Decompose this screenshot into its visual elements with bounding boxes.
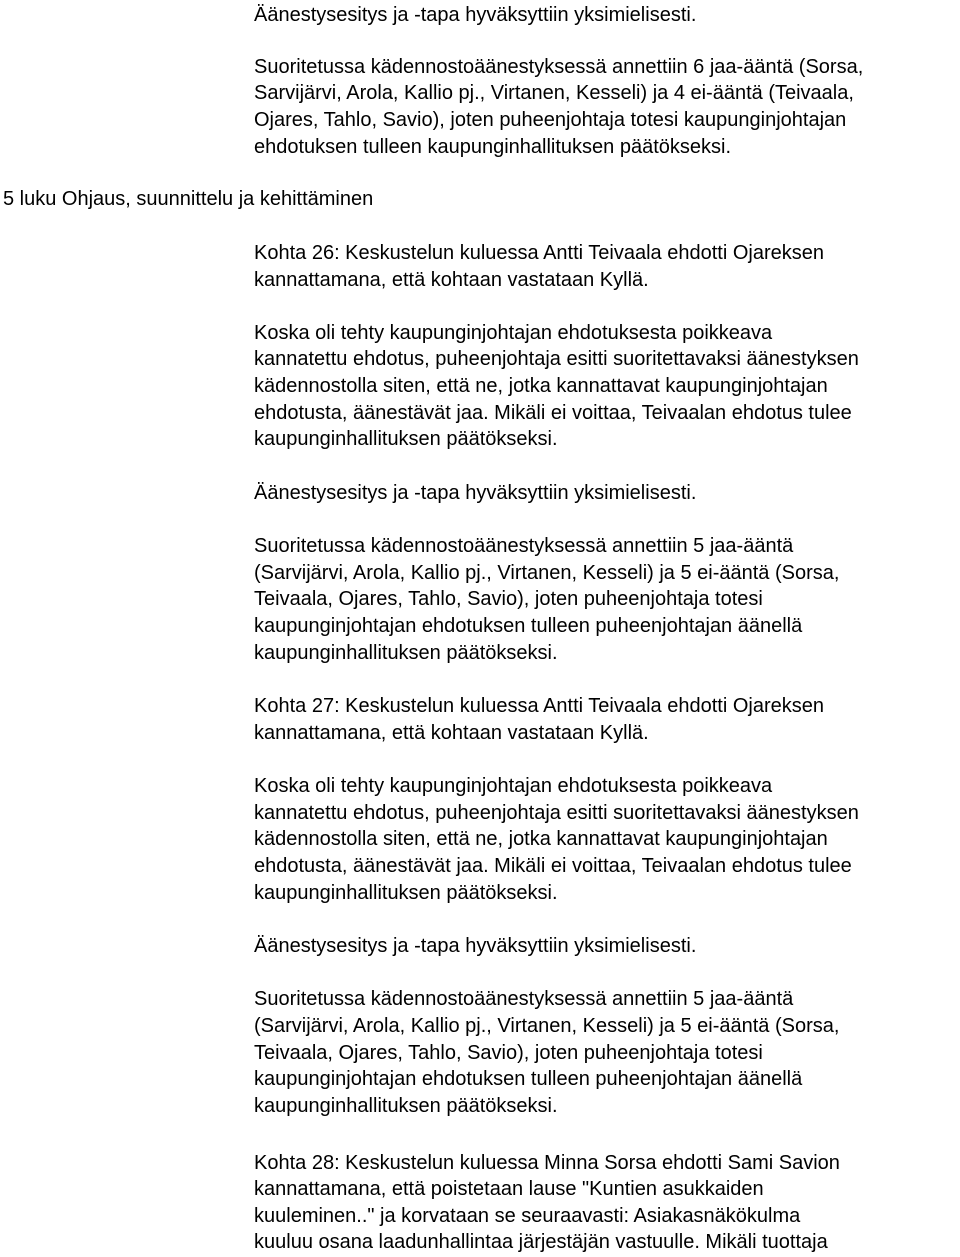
text-line: kaupunginhallituksen päätökseksi.	[254, 1095, 558, 1117]
text-line: Sarvijärvi, Arola, Kallio pj., Virtanen, Kesseli) ja 4 ei-ääntä (Teivaala,	[254, 82, 854, 104]
text-line: ehdotusta, äänestävät jaa. Mikäli ei voittaa, Teivaalan ehdotus tulee	[254, 855, 852, 877]
text-line: Koska oli tehty kaupunginjohtajan ehdotuksesta poikkeava	[254, 775, 773, 797]
text-line: kaupunginjohtajan ehdotuksen tulleen puheenjohtajan äänellä	[254, 1068, 803, 1090]
text-line: kaupunginhallituksen päätökseksi.	[254, 428, 558, 450]
text-line: Koska oli tehty kaupunginjohtajan ehdotuksesta poikkeava	[254, 322, 773, 344]
text-line: kaupunginhallituksen päätökseksi.	[254, 642, 558, 664]
text-line: kannattamana, että kohtaan vastataan Kyllä.	[254, 269, 649, 291]
text-line: kuuluu osana laadunhallintaa järjestäjän vastuulle. Mikäli tuottaja	[254, 1231, 828, 1253]
text-line: Ojares, Tahlo, Savio), joten puheenjohtaja totesi kaupunginjohtajan	[254, 109, 847, 131]
text-line: kaupunginjohtajan ehdotuksen tulleen puheenjohtajan äänellä	[254, 615, 803, 637]
text-line: Kohta 26: Keskustelun kuluessa Antti Teivaala ehdotti Ojareksen	[254, 242, 824, 264]
text-line: kannattamana, että kohtaan vastataan Kyllä.	[254, 722, 649, 744]
text-line: Suoritetussa kädennostoäänestyksessä annettiin 6 jaa-ääntä (Sorsa,	[254, 56, 864, 78]
text-line: ehdotusta, äänestävät jaa. Mikäli ei voittaa, Teivaalan ehdotus tulee	[254, 402, 852, 424]
text-line: Äänestysesitys ja -tapa hyväksyttiin yksimielisesti.	[254, 4, 697, 26]
text-line: kannattamana, että poistetaan lause "Kuntien asukkaiden	[254, 1178, 764, 1200]
text-line: Suoritetussa kädennostoäänestyksessä annettiin 5 jaa-ääntä	[254, 535, 794, 557]
text-line: kädennostolla siten, että ne, jotka kannattavat kaupunginjohtajan	[254, 828, 828, 850]
text-line: Teivaala, Ojares, Tahlo, Savio), joten puheenjohtaja totesi	[254, 1042, 763, 1064]
text-line: kannatettu ehdotus, puheenjohtaja esitti suoritettavaksi äänestyksen	[254, 802, 859, 824]
section-heading: 5 luku Ohjaus, suunnittelu ja kehittäminen	[3, 188, 374, 210]
text-line: Äänestysesitys ja -tapa hyväksyttiin yksimielisesti.	[254, 935, 697, 957]
text-line: kädennostolla siten, että ne, jotka kannattavat kaupunginjohtajan	[254, 375, 828, 397]
text-line: (Sarvijärvi, Arola, Kallio pj., Virtanen, Kesseli) ja 5 ei-ääntä (Sorsa,	[254, 1015, 840, 1037]
text-line: Kohta 28: Keskustelun kuluessa Minna Sorsa ehdotti Sami Savion	[254, 1152, 840, 1174]
text-line: kuuleminen.." ja korvataan se seuraavasti: Asiakasnäkökulma	[254, 1205, 801, 1227]
text-line: kannatettu ehdotus, puheenjohtaja esitti suoritettavaksi äänestyksen	[254, 348, 859, 370]
text-line: kaupunginhallituksen päätökseksi.	[254, 882, 558, 904]
text-line: Äänestysesitys ja -tapa hyväksyttiin yksimielisesti.	[254, 482, 697, 504]
text-line: Suoritetussa kädennostoäänestyksessä annettiin 5 jaa-ääntä	[254, 988, 794, 1010]
text-line: Kohta 27: Keskustelun kuluessa Antti Teivaala ehdotti Ojareksen	[254, 695, 824, 717]
text-line: ehdotuksen tulleen kaupunginhallituksen päätökseksi.	[254, 136, 732, 158]
text-line: Teivaala, Ojares, Tahlo, Savio), joten puheenjohtaja totesi	[254, 588, 763, 610]
text-line: (Sarvijärvi, Arola, Kallio pj., Virtanen, Kesseli) ja 5 ei-ääntä (Sorsa,	[254, 562, 840, 584]
